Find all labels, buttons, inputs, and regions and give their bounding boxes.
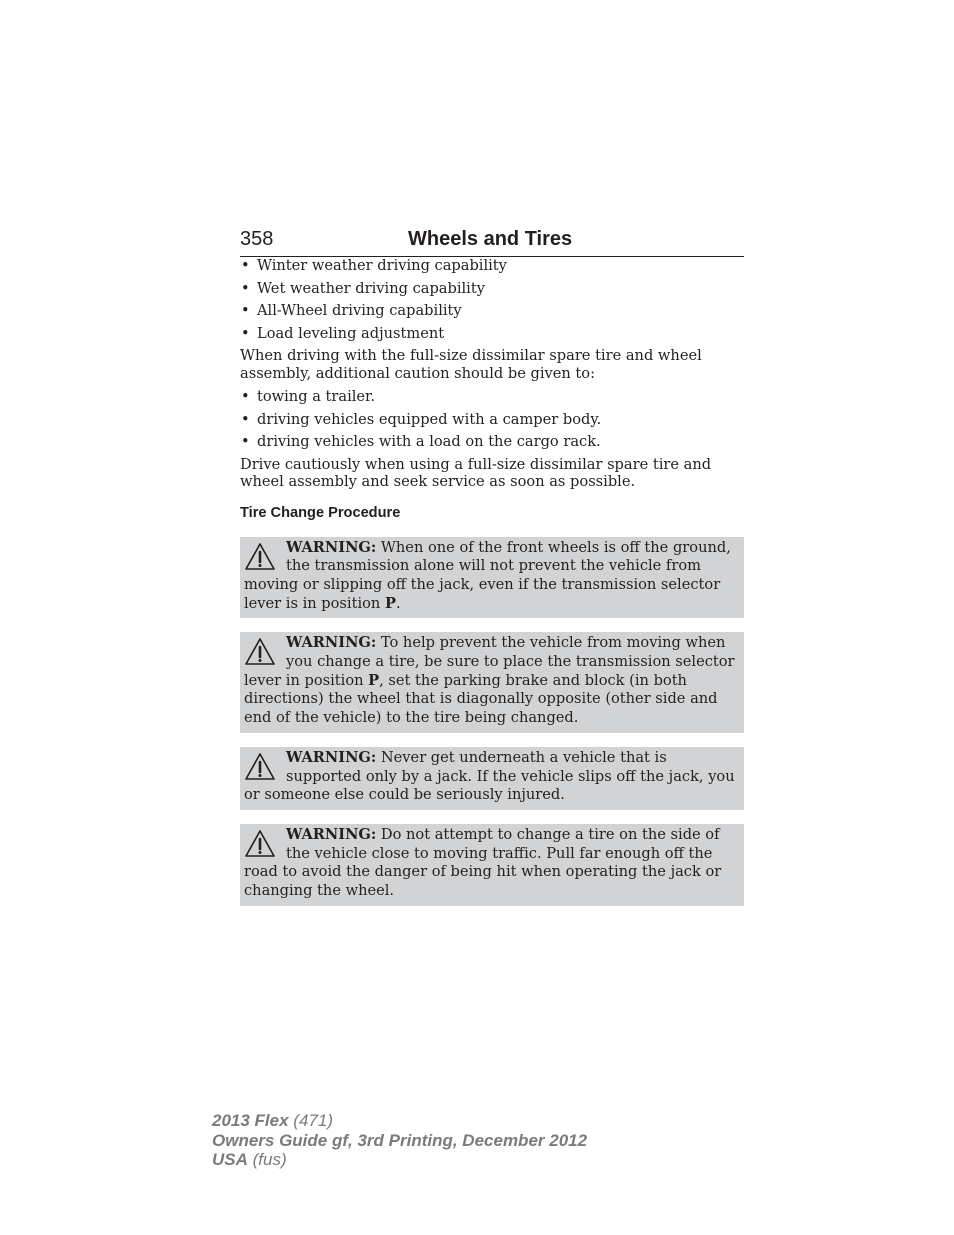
footer-model-code: (471): [293, 1111, 333, 1130]
footer-region-line: [212, 1150, 587, 1170]
page-header: [240, 228, 744, 257]
warning-label: WARNING:: [286, 538, 377, 556]
warning-text: Never get underneath a vehicle that is supported only by a jack. If the vehicle slips off the jack, you or someone else could be seriously injured.: [244, 748, 735, 804]
page-title: Wheels and Tires: [408, 228, 573, 250]
list-item: • All-Wheel driving capability: [240, 302, 744, 320]
warning-text-end: .: [395, 594, 401, 612]
list-item: • Load leveling adjustment: [240, 325, 744, 343]
warning-label: WARNING:: [286, 825, 377, 843]
warning-triangle-icon: [244, 637, 276, 667]
warning-triangle-icon: [244, 752, 276, 782]
footer-region: USA: [212, 1150, 248, 1169]
warning-text: When one of the front wheels is off the ground, the transmission alone will not prevent the vehicle from moving or slipping off the jack, even if the transmission selector lever is in position: [244, 538, 731, 612]
capabilities-list: [240, 257, 744, 342]
list-item: • driving vehicles with a load on the cargo rack.: [240, 433, 744, 451]
gear-position: P: [384, 594, 396, 612]
list-item: • Winter weather driving capability: [240, 257, 744, 275]
page-content: [240, 228, 744, 920]
warning-triangle-icon: [244, 829, 276, 859]
footer-guide: Owners Guide gf, 3rd Printing, December 2012: [212, 1130, 588, 1150]
footer-model: 2013 Flex: [212, 1111, 289, 1130]
footer-region-code: (fus): [252, 1150, 287, 1169]
drive-paragraph: Drive cautiously when using a full-size dissimilar spare tire and wheel assembly and seek service as soon as possible.: [240, 455, 712, 490]
warning-text-end: , set the parking brake and block (in both directions) the wheel that is diagonally opposite (other side and end of the vehicle) to the tire being changed.: [244, 671, 718, 727]
page-footer: [212, 1111, 587, 1170]
warning-text: Do not attempt to change a tire on the side of the vehicle close to moving traffic. Pull far enough off the road to avoid the danger of being hit when operating the jack or changing the wheel.: [244, 825, 722, 900]
list-item: • towing a trailer.: [240, 388, 744, 406]
caution-list: [240, 388, 744, 451]
page-number: 358: [240, 228, 274, 250]
warning-box: [240, 537, 744, 619]
list-item: • Wet weather driving capability: [240, 280, 744, 298]
gear-position: P: [368, 671, 380, 689]
warning-box: [240, 747, 744, 810]
warning-text: To help prevent the vehicle from moving when you change a tire, be sure to place the transmission selector lever in position: [244, 634, 735, 689]
warning-triangle-icon: [244, 542, 276, 572]
warning-label: WARNING:: [286, 748, 377, 766]
section-heading: Tire Change Procedure: [240, 504, 401, 521]
list-item: • driving vehicles equipped with a camper body.: [240, 411, 744, 429]
footer-model-line: [212, 1111, 587, 1131]
warning-box: [240, 824, 744, 906]
warning-label: WARNING:: [286, 634, 377, 652]
caution-paragraph: When driving with the full-size dissimilar spare tire and wheel assembly, additional caution should be given to:: [240, 347, 702, 382]
warning-box: [240, 632, 744, 733]
